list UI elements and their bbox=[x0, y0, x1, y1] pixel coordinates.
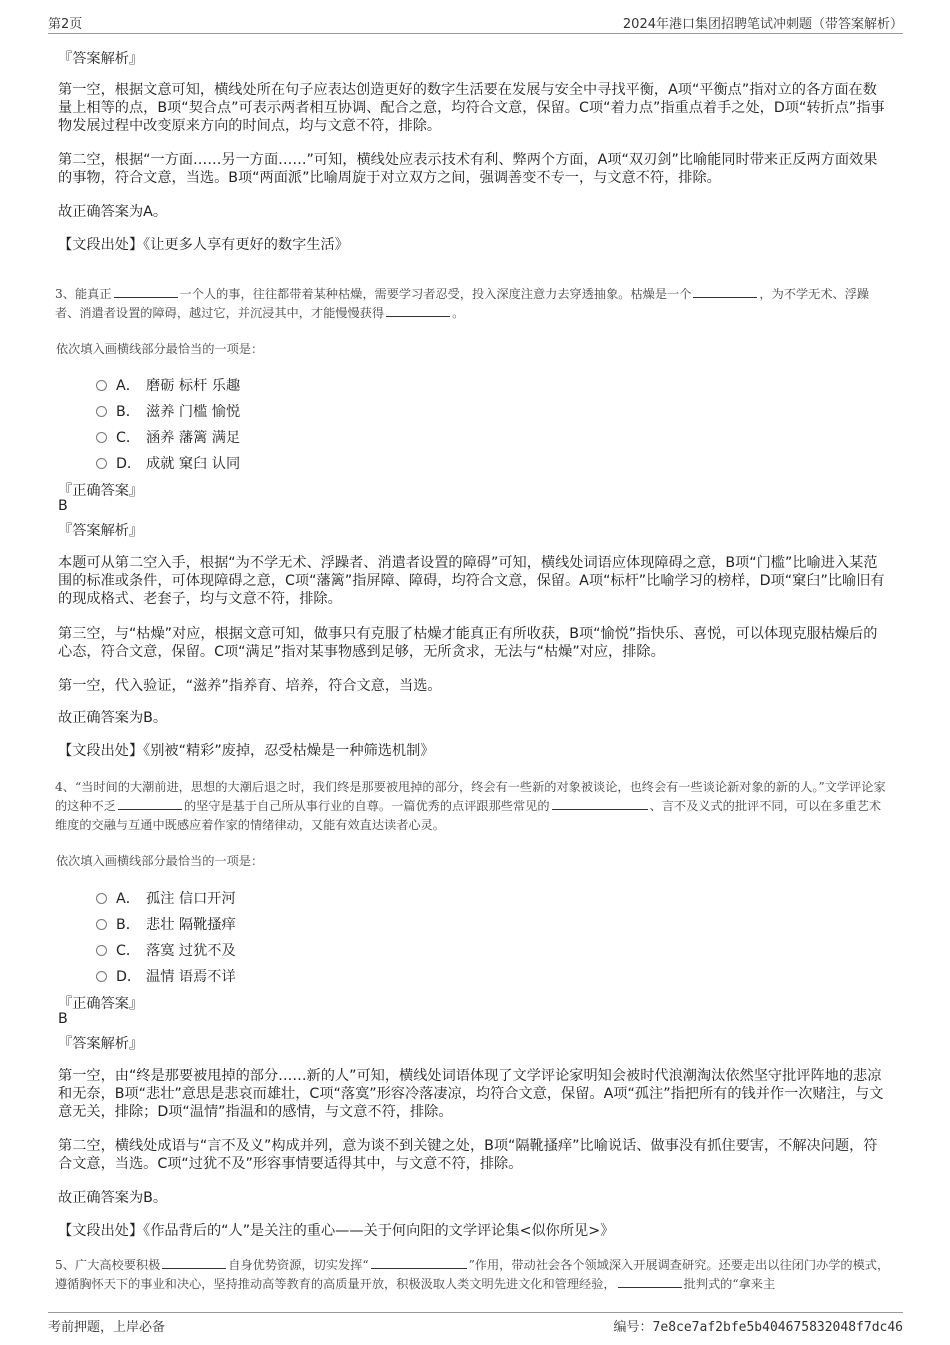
page-footer bbox=[48, 1312, 903, 1335]
fill-blank bbox=[162, 1256, 226, 1269]
question-3-text: 3、能真正 一个人的事，往往都带着某种枯燥，需要学习者忍受，投入深度注意力去穿透抽象。枯燥是一个 ，为不学无术、浮躁者、消遣者设置的障碍，越过它，并沉浸其中，才能慢慢获得 。 bbox=[55, 287, 870, 320]
analysis-paragraph: 第二空，横线处成语与“言不及义”构成并列，意为谈不到关键之处，B项“隔靴搔痒”比喻说话、做事没有抓住要害，不解决问题，符合文意，当选。C项“过犹不及”形容事情要适得其中，与文意不符，排除。 bbox=[58, 1138, 878, 1172]
radio-icon[interactable] bbox=[96, 380, 107, 391]
correct-answer-label: 『正确答案』 bbox=[58, 996, 144, 1012]
question-instruction: 依次填入画横线部分最恰当的一项是： bbox=[56, 854, 264, 868]
answer-conclusion: 故正确答案为B。 bbox=[58, 1190, 168, 1206]
analysis-label: 『答案解析』 bbox=[58, 51, 144, 67]
option-d[interactable]: D． 成就 窠臼 认同 bbox=[96, 453, 240, 473]
correct-answer: B bbox=[58, 1011, 68, 1027]
fill-blank bbox=[386, 304, 450, 317]
fill-blank bbox=[693, 285, 757, 298]
option-c[interactable]: C． 涵养 藩篱 满足 bbox=[96, 427, 240, 447]
analysis-paragraph: 本题可从第二空入手，根据“为不学无术、浮躁者、消遣者设置的障碍”可知，横线处词语应体现障碍之意，B项“门槛”比喻进入某范围的标准或条件，可体现障碍之意，C项“藩篱”指屏障、障碍，均符合文意，保留。A项“标杆”比喻学习的榜样，D项“窠臼”比喻旧有的现成格式、老套子，均与文意不符，排除。 bbox=[58, 555, 885, 607]
radio-icon[interactable] bbox=[96, 458, 107, 469]
source-citation: 【文段出处】《作品背后的“人”是关注的重心——关于何向阳的文学评论集<似你所见>》 bbox=[58, 1223, 615, 1239]
option-a[interactable]: A． 磨砺 标杆 乐趣 bbox=[96, 375, 240, 395]
correct-answer-label: 『正确答案』 bbox=[58, 483, 144, 499]
analysis-label: 『答案解析』 bbox=[58, 1036, 144, 1052]
fill-blank bbox=[618, 1275, 682, 1288]
analysis-paragraph: 第一空，根据文意可知，横线处所在句子应表达创造更好的数字生活要在发展与安全中寻找平衡，A项“平衡点”指对立的各方面在数量上相等的点，B项“契合点”可表示两者相互协调、配合之意，均符合文意，保留。C项“着力点”指重点着手之处，D项“转折点”指事物发展过程中改变原来方向的时间点，均与文意不符，排除。 bbox=[58, 82, 885, 134]
radio-icon[interactable] bbox=[96, 971, 107, 982]
fill-blank bbox=[371, 1256, 467, 1269]
fill-blank bbox=[552, 797, 648, 810]
fill-blank bbox=[114, 285, 178, 298]
analysis-label: 『答案解析』 bbox=[58, 523, 144, 539]
correct-answer: B bbox=[58, 498, 68, 514]
radio-icon[interactable] bbox=[96, 945, 107, 956]
source-citation: 【文段出处】《让更多人享有更好的数字生活》 bbox=[58, 237, 349, 253]
radio-icon[interactable] bbox=[96, 406, 107, 417]
footer-slogan: 考前押题，上岸必备 bbox=[48, 1320, 166, 1335]
page-number: 第2页 bbox=[48, 17, 83, 32]
option-d[interactable]: D． 温情 语焉不详 bbox=[96, 966, 236, 986]
radio-icon[interactable] bbox=[96, 432, 107, 443]
analysis-paragraph: 第二空，根据“一方面……另一方面……”可知，横线处应表示技术有利、弊两个方面，A项“双刃剑”比喻能同时带来正反两方面效果的事物，符合文意，当选。B项“两面派”比喻周旋于对立双方之间，强调善变不专一，与文意不符，排除。 bbox=[58, 152, 878, 186]
analysis-paragraph: 第三空，与“枯燥”对应，根据文意可知，做事只有克服了枯燥才能真正有所收获，B项“愉悦”指快乐、喜悦，可以体现克服枯燥后的心态，符合文意，保留。C项“满足”指对某事物感到足够，无所贪求，无法与“枯燥”对应，排除。 bbox=[58, 626, 878, 660]
radio-icon[interactable] bbox=[96, 919, 107, 930]
analysis-paragraph: 第一空，由“终是那要被甩掉的部分……新的人”可知，横线处词语体现了文学评论家明知会被时代浪潮淘汰依然坚守批评阵地的悲凉和无奈，B项“悲壮”意思是悲哀而雄壮，C项“落寞”形容冷落凄凉，均符合文意，保留。A项“孤注”指把所有的钱并作一次赌注，与文意无关，排除；D项“温情”指温和的感情，与文意不符，排除。 bbox=[58, 1068, 884, 1120]
document-id: 编号：7e8ce7af2bfe5b404675832048f7dc46 bbox=[613, 1320, 903, 1335]
source-citation: 【文段出处】《别被“精彩”废掉，忍受枯燥是一种筛选机制》 bbox=[58, 743, 435, 759]
question-4-text: 4、“当时间的大潮前进，思想的大潮后退之时，我们终是那要被甩掉的部分，终会有一些新的对象被谈论，也终会有一些谈论新对象的新的人。”文学评论家的这种不乏 的坚守是基于自己所从事行业的自尊。一篇优秀的点评跟那些常见的 、言不及义式的批评不同，可以在多重艺术维度的交融与互通中既感应着作家的情绪律动，又能有效直达读者心灵。 bbox=[55, 780, 886, 832]
answer-conclusion: 故正确答案为B。 bbox=[58, 710, 168, 726]
answer-conclusion: 故正确答案为A。 bbox=[58, 204, 168, 220]
fill-blank bbox=[118, 797, 182, 810]
page-header bbox=[48, 12, 903, 34]
radio-icon[interactable] bbox=[96, 893, 107, 904]
option-a[interactable]: A． 孤注 信口开河 bbox=[96, 888, 236, 908]
option-b[interactable]: B． 滋养 门槛 愉悦 bbox=[96, 401, 240, 421]
document-title: 2024年港口集团招聘笔试冲刺题（带答案解析） bbox=[622, 17, 903, 32]
option-b[interactable]: B． 悲壮 隔靴搔痒 bbox=[96, 914, 236, 934]
question-5-text: 5、广大高校要积极 自身优势资源，切实发挥“ ”作用，带动社会各个领域深入开展调查研究。还要走出以往闭门办学的模式，遵循胸怀天下的事业和决心，坚持推动高等教育的高质量开放，积极汲取人类文明先进文化和管理经验， 批判式的“拿来主 bbox=[55, 1258, 890, 1291]
option-c[interactable]: C． 落寞 过犹不及 bbox=[96, 940, 236, 960]
analysis-paragraph: 第一空，代入验证，“滋养”指养育、培养，符合文意，当选。 bbox=[58, 678, 442, 694]
question-instruction: 依次填入画横线部分最恰当的一项是： bbox=[56, 342, 264, 356]
